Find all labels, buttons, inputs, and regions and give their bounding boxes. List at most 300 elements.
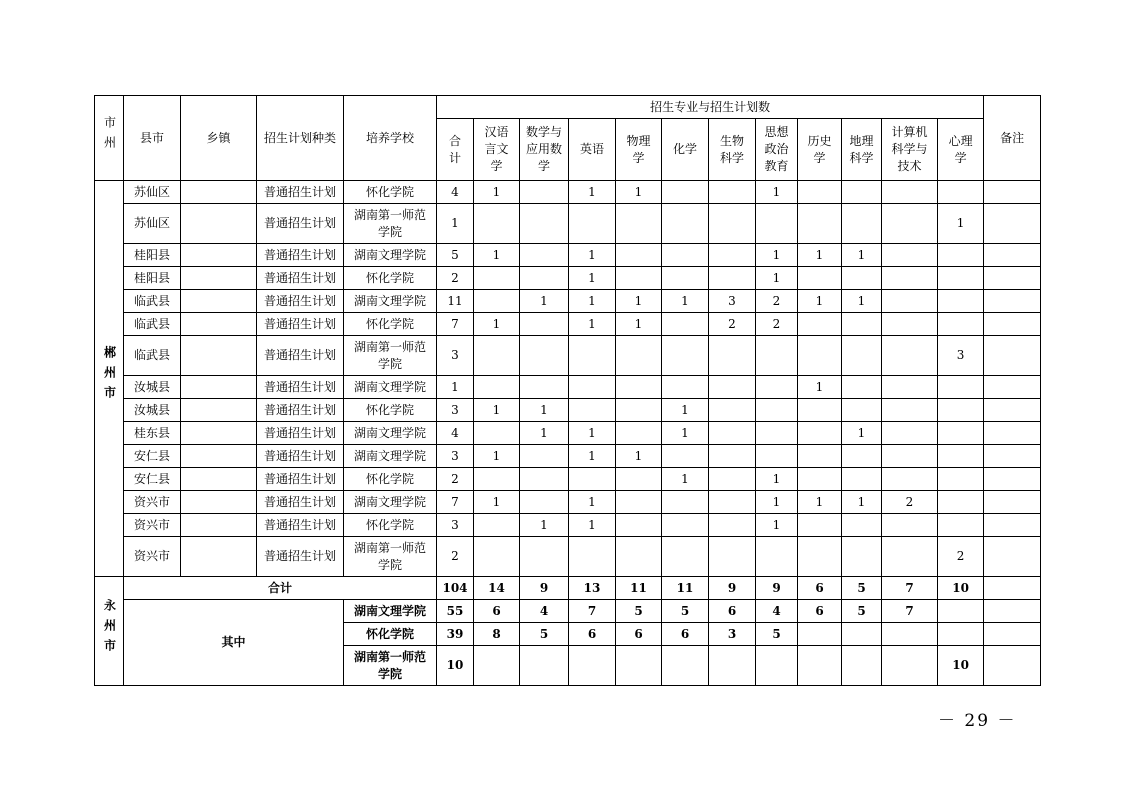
table-row [95, 491, 1041, 514]
among-value: 39 [437, 623, 474, 646]
school-cell [344, 244, 437, 267]
value-cell [938, 399, 984, 422]
note-cell [984, 577, 1041, 600]
header-major: 计算机 科学与 技术 [882, 119, 938, 181]
value-cell [474, 204, 520, 244]
value-cell: 1 [756, 468, 798, 491]
school-cell [344, 514, 437, 537]
header-major: 心理 学 [938, 119, 984, 181]
value-cell: 1 [474, 445, 520, 468]
value-cell: 11 [437, 290, 474, 313]
value-cell: 2 [437, 468, 474, 491]
note-cell [984, 422, 1041, 445]
total-row [95, 577, 1041, 600]
among-value [938, 623, 984, 646]
school-text: 湖南文理学院 [353, 293, 426, 308]
value-cell: 1 [474, 491, 520, 514]
value-cell [882, 445, 938, 468]
value-cell: 3 [437, 399, 474, 422]
table-row [95, 290, 1041, 313]
among-value: 3 [709, 623, 756, 646]
plan-type-cell: 普通招生计划 [257, 336, 344, 376]
value-cell [709, 491, 756, 514]
school-cell [344, 422, 437, 445]
school-text: 湖南文理学院 [353, 379, 426, 394]
among-value [938, 600, 984, 623]
among-value: 6 [798, 600, 842, 623]
value-cell: 1 [842, 491, 882, 514]
value-cell [616, 491, 662, 514]
school-text: 湖南第一师范学院 [353, 207, 426, 239]
note-cell [984, 646, 1041, 686]
header-major: 历史 学 [798, 119, 842, 181]
total-value: 5 [842, 577, 882, 600]
value-cell [709, 422, 756, 445]
plan-type-cell: 普通招生计划 [257, 445, 344, 468]
total-value: 104 [437, 577, 474, 600]
plan-type-cell: 普通招生计划 [257, 399, 344, 422]
value-cell [882, 399, 938, 422]
school-cell [344, 491, 437, 514]
among-value: 6 [616, 623, 662, 646]
school-text: 怀化学院 [365, 402, 414, 417]
school-cell [344, 313, 437, 336]
among-value: 5 [662, 600, 709, 623]
value-cell [938, 514, 984, 537]
among-value: 6 [709, 600, 756, 623]
plan-type-cell: 普通招生计划 [257, 376, 344, 399]
total-label: 合计 [124, 577, 437, 600]
table-row [95, 267, 1041, 290]
value-cell [709, 445, 756, 468]
value-cell [756, 445, 798, 468]
value-cell [842, 445, 882, 468]
header-note: 备注 [984, 96, 1041, 181]
note-cell [984, 313, 1041, 336]
header-county: 县市 [124, 96, 181, 181]
value-cell: 1 [569, 290, 616, 313]
plan-type-cell: 普通招生计划 [257, 290, 344, 313]
value-cell [709, 244, 756, 267]
value-cell: 1 [520, 399, 569, 422]
value-cell [798, 181, 842, 204]
among-value: 4 [756, 600, 798, 623]
value-cell [662, 336, 709, 376]
note-cell [984, 267, 1041, 290]
town-cell [181, 514, 257, 537]
school-text: 湖南文理学院 [353, 448, 426, 463]
value-cell: 1 [662, 468, 709, 491]
among-value: 55 [437, 600, 474, 623]
value-cell: 1 [520, 422, 569, 445]
value-cell [709, 204, 756, 244]
town-cell [181, 491, 257, 514]
school-cell [344, 336, 437, 376]
note-cell [984, 623, 1041, 646]
county-cell: 桂阳县 [124, 244, 181, 267]
header-major: 思想 政治 教育 [756, 119, 798, 181]
value-cell [474, 290, 520, 313]
total-value: 9 [709, 577, 756, 600]
table-row [95, 468, 1041, 491]
among-value [798, 646, 842, 686]
value-cell [798, 336, 842, 376]
total-value: 7 [882, 577, 938, 600]
value-cell [842, 376, 882, 399]
value-cell: 3 [938, 336, 984, 376]
value-cell [662, 514, 709, 537]
plan-type-cell: 普通招生计划 [257, 204, 344, 244]
total-value: 14 [474, 577, 520, 600]
school-text: 湖南文理学院 [353, 494, 426, 509]
value-cell [474, 267, 520, 290]
note-cell [984, 491, 1041, 514]
among-value [569, 646, 616, 686]
county-cell: 汝城县 [124, 399, 181, 422]
value-cell [709, 399, 756, 422]
header-major: 生物 科学 [709, 119, 756, 181]
value-cell [756, 204, 798, 244]
value-cell [569, 204, 616, 244]
value-cell: 1 [520, 290, 569, 313]
table-row [95, 336, 1041, 376]
note-cell [984, 537, 1041, 577]
value-cell: 2 [882, 491, 938, 514]
among-value: 7 [882, 600, 938, 623]
value-cell [938, 290, 984, 313]
value-cell [616, 244, 662, 267]
value-cell [756, 336, 798, 376]
value-cell: 1 [474, 399, 520, 422]
among-value: 6 [474, 600, 520, 623]
value-cell [616, 336, 662, 376]
note-cell [984, 181, 1041, 204]
among-value: 10 [437, 646, 474, 686]
value-cell: 5 [437, 244, 474, 267]
town-cell [181, 468, 257, 491]
note-cell [984, 376, 1041, 399]
value-cell [798, 267, 842, 290]
value-cell [842, 399, 882, 422]
value-cell [842, 313, 882, 336]
among-value: 10 [938, 646, 984, 686]
school-text: 怀化学院 [365, 626, 414, 641]
among-value: 5 [842, 600, 882, 623]
value-cell: 1 [798, 244, 842, 267]
value-cell [798, 399, 842, 422]
town-cell [181, 537, 257, 577]
table-row [95, 445, 1041, 468]
value-cell [662, 181, 709, 204]
value-cell [569, 376, 616, 399]
city-cell [95, 181, 124, 577]
town-cell [181, 204, 257, 244]
value-cell [474, 376, 520, 399]
town-cell [181, 399, 257, 422]
total-value: 11 [616, 577, 662, 600]
among-value [842, 646, 882, 686]
value-cell [938, 422, 984, 445]
city-cell [95, 577, 124, 686]
county-cell: 汝城县 [124, 376, 181, 399]
value-cell: 1 [938, 204, 984, 244]
value-cell [882, 204, 938, 244]
value-cell: 4 [437, 181, 474, 204]
value-cell [709, 267, 756, 290]
value-cell [938, 181, 984, 204]
value-cell: 1 [798, 376, 842, 399]
value-cell: 1 [437, 204, 474, 244]
school-text: 湖南第一师范学院 [353, 339, 426, 371]
school-text: 湖南文理学院 [353, 425, 426, 440]
value-cell [798, 204, 842, 244]
county-cell: 安仁县 [124, 445, 181, 468]
note-cell [984, 204, 1041, 244]
among-school [344, 646, 437, 686]
among-value: 5 [756, 623, 798, 646]
value-cell: 1 [662, 399, 709, 422]
header-major: 化学 [662, 119, 709, 181]
county-cell: 临武县 [124, 290, 181, 313]
among-value [882, 623, 938, 646]
school-cell [344, 181, 437, 204]
value-cell [474, 336, 520, 376]
value-cell [709, 537, 756, 577]
plan-type-cell: 普通招生计划 [257, 514, 344, 537]
city-name: 永州市 [102, 598, 117, 659]
value-cell [520, 537, 569, 577]
town-cell [181, 422, 257, 445]
county-cell: 桂阳县 [124, 267, 181, 290]
among-value: 6 [662, 623, 709, 646]
header-school: 培养学校 [344, 96, 437, 181]
county-cell: 资兴市 [124, 514, 181, 537]
value-cell [520, 445, 569, 468]
among-value: 4 [520, 600, 569, 623]
table-row [95, 376, 1041, 399]
note-cell [984, 399, 1041, 422]
value-cell [882, 537, 938, 577]
town-cell [181, 336, 257, 376]
total-value: 9 [520, 577, 569, 600]
value-cell: 2 [938, 537, 984, 577]
header-major: 英语 [569, 119, 616, 181]
value-cell: 1 [569, 422, 616, 445]
value-cell: 1 [842, 290, 882, 313]
among-value [756, 646, 798, 686]
note-cell [984, 290, 1041, 313]
value-cell: 3 [437, 445, 474, 468]
value-cell [709, 514, 756, 537]
value-cell [520, 336, 569, 376]
value-cell [842, 336, 882, 376]
value-cell: 7 [437, 313, 474, 336]
value-cell [520, 468, 569, 491]
value-cell: 1 [437, 376, 474, 399]
value-cell: 1 [569, 244, 616, 267]
value-cell [938, 491, 984, 514]
value-cell [882, 313, 938, 336]
note-cell [984, 445, 1041, 468]
value-cell: 7 [437, 491, 474, 514]
value-cell: 2 [756, 290, 798, 313]
value-cell [662, 445, 709, 468]
school-cell [344, 376, 437, 399]
value-cell [520, 204, 569, 244]
among-value: 8 [474, 623, 520, 646]
value-cell: 1 [798, 491, 842, 514]
value-cell [662, 537, 709, 577]
among-value: 5 [520, 623, 569, 646]
county-cell: 安仁县 [124, 468, 181, 491]
value-cell [938, 313, 984, 336]
among-value [709, 646, 756, 686]
value-cell [520, 267, 569, 290]
value-cell [662, 244, 709, 267]
table-row [95, 399, 1041, 422]
among-row [95, 600, 1041, 623]
value-cell: 1 [756, 491, 798, 514]
among-school [344, 623, 437, 646]
value-cell [798, 537, 842, 577]
school-cell [344, 399, 437, 422]
value-cell: 1 [474, 181, 520, 204]
value-cell [616, 468, 662, 491]
value-cell: 1 [662, 422, 709, 445]
value-cell [616, 376, 662, 399]
value-cell: 1 [616, 313, 662, 336]
enrollment-table [94, 95, 1041, 686]
value-cell [882, 336, 938, 376]
county-cell: 临武县 [124, 336, 181, 376]
value-cell [569, 336, 616, 376]
value-cell: 3 [437, 336, 474, 376]
value-cell [882, 468, 938, 491]
town-cell [181, 244, 257, 267]
value-cell: 1 [569, 267, 616, 290]
school-text: 怀化学院 [365, 184, 414, 199]
header-major: 数学与 应用数 学 [520, 119, 569, 181]
value-cell [756, 537, 798, 577]
among-value: 6 [569, 623, 616, 646]
header-city: 市州 [95, 96, 124, 181]
header-major: 汉语 言文 学 [474, 119, 520, 181]
value-cell [616, 204, 662, 244]
school-text: 湖南第一师范学院 [353, 540, 426, 572]
value-cell [569, 537, 616, 577]
header-plan-type: 招生计划种类 [257, 96, 344, 181]
value-cell [709, 336, 756, 376]
among-value [798, 623, 842, 646]
value-cell: 1 [662, 290, 709, 313]
among-value [520, 646, 569, 686]
town-cell [181, 267, 257, 290]
total-value: 10 [938, 577, 984, 600]
among-value [662, 646, 709, 686]
plan-type-cell: 普通招生计划 [257, 468, 344, 491]
value-cell [756, 376, 798, 399]
value-cell [616, 399, 662, 422]
header-major: 合 计 [437, 119, 474, 181]
school-text: 湖南文理学院 [353, 247, 426, 262]
value-cell [842, 537, 882, 577]
note-cell [984, 600, 1041, 623]
value-cell [569, 399, 616, 422]
county-cell: 资兴市 [124, 537, 181, 577]
value-cell: 2 [756, 313, 798, 336]
value-cell: 2 [437, 267, 474, 290]
value-cell [798, 514, 842, 537]
school-cell [344, 537, 437, 577]
plan-type-cell: 普通招生计划 [257, 491, 344, 514]
town-cell [181, 445, 257, 468]
town-cell [181, 181, 257, 204]
header-major-group: 招生专业与招生计划数 [437, 96, 984, 119]
value-cell [756, 422, 798, 445]
among-value: 5 [616, 600, 662, 623]
among-value: 7 [569, 600, 616, 623]
value-cell [842, 181, 882, 204]
value-cell: 1 [569, 181, 616, 204]
value-cell [882, 422, 938, 445]
among-value [842, 623, 882, 646]
table-row [95, 514, 1041, 537]
value-cell: 1 [842, 422, 882, 445]
school-text: 湖南第一师范学院 [353, 649, 426, 681]
school-text: 怀化学院 [365, 471, 414, 486]
header-major: 地理 科学 [842, 119, 882, 181]
value-cell: 2 [709, 313, 756, 336]
value-cell [616, 514, 662, 537]
value-cell [882, 244, 938, 267]
value-cell [882, 267, 938, 290]
school-cell [344, 445, 437, 468]
value-cell [938, 445, 984, 468]
value-cell [882, 290, 938, 313]
plan-type-cell: 普通招生计划 [257, 537, 344, 577]
school-text: 怀化学院 [365, 270, 414, 285]
value-cell [882, 376, 938, 399]
value-cell [520, 244, 569, 267]
value-cell [756, 399, 798, 422]
value-cell [616, 537, 662, 577]
value-cell [938, 267, 984, 290]
value-cell: 1 [798, 290, 842, 313]
value-cell [520, 376, 569, 399]
value-cell [569, 468, 616, 491]
value-cell [662, 376, 709, 399]
value-cell: 1 [756, 244, 798, 267]
value-cell: 2 [437, 537, 474, 577]
among-label: 其中 [124, 600, 344, 686]
page-number: － 29 － [938, 711, 1017, 731]
value-cell [709, 468, 756, 491]
value-cell [938, 244, 984, 267]
value-cell [842, 468, 882, 491]
header-major: 物理 学 [616, 119, 662, 181]
county-cell: 资兴市 [124, 491, 181, 514]
value-cell [938, 468, 984, 491]
table-row [95, 422, 1041, 445]
value-cell: 1 [569, 313, 616, 336]
county-cell: 苏仙区 [124, 204, 181, 244]
total-value: 6 [798, 577, 842, 600]
value-cell: 1 [569, 445, 616, 468]
value-cell: 1 [756, 267, 798, 290]
plan-type-cell: 普通招生计划 [257, 244, 344, 267]
value-cell: 1 [842, 244, 882, 267]
town-cell [181, 313, 257, 336]
